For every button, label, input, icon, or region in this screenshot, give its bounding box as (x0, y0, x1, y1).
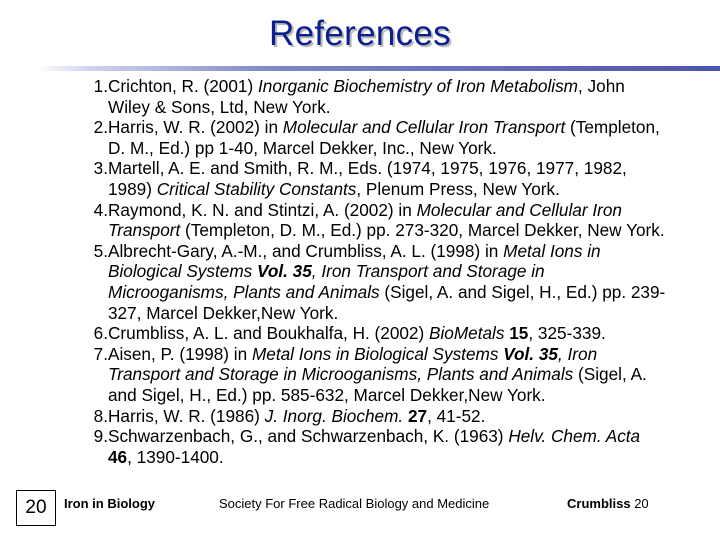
reference-segment: J. Inorg. Biochem. (264, 405, 404, 426)
reference-number-text: 2. (93, 117, 108, 138)
reference-segment: (Templeton, D. M., Ed.) pp. 273-320, Marcel Dekker, New York. (180, 220, 665, 241)
reference-number-text: 9. (93, 426, 108, 447)
reference-segment: , John Wiley & Sons, Ltd, New York. (108, 76, 625, 117)
reference-item (56, 158, 676, 199)
reference-text (108, 76, 666, 117)
footer-page-number: 20 (634, 496, 649, 511)
reference-list (56, 76, 676, 467)
reference-segment: (Templeton, D. M., Ed.) pp 1-40, Marcel Dekker, Inc., New York. (108, 117, 660, 158)
reference-number-text: 1. (93, 76, 108, 96)
reference-text (108, 241, 666, 323)
reference-number-text: 8. (93, 405, 108, 426)
reference-segment: Molecular and Cellular Iron Transport (282, 117, 566, 138)
reference-text (108, 406, 666, 427)
reference-segment: Critical Stability Constants (156, 178, 357, 199)
reference-segment: BioMetals (429, 323, 505, 344)
footer-author-page (567, 496, 649, 511)
reference-segment: Raymond, K. N. and Stintzi, A. (2002) in (108, 199, 417, 220)
reference-segment: , Plenum Press, New York. (356, 178, 560, 199)
reference-item (56, 344, 676, 406)
reference-number-text: 3. (93, 158, 108, 179)
reference-number (56, 158, 108, 199)
reference-segment: Metal Ions in Biological Systems (251, 343, 504, 364)
reference-text (108, 200, 666, 241)
reference-number (56, 76, 108, 117)
reference-text (108, 426, 666, 467)
reference-number (56, 344, 108, 406)
reference-number-text: 7. (93, 343, 108, 364)
slide-number-box: 20 (16, 490, 56, 526)
reference-segment: Crumbliss, A. L. and Boukhalfa, H. (2002) (108, 323, 429, 344)
reference-segment: Vol. 35 (257, 261, 312, 282)
reference-segment: Aisen, P. (1998) in (108, 343, 252, 364)
reference-segment: 15 (509, 323, 529, 344)
reference-segment: Albrecht-Gary, A.-M., and Crumbliss, A. L. (1998) in (108, 240, 504, 261)
reference-item (56, 200, 676, 241)
reference-text (108, 117, 666, 158)
reference-segment: , 1390-1400. (127, 446, 224, 467)
reference-segment: , Iron Transport and Storage in Microoganisms, Plants and Animals (108, 261, 545, 302)
title-divider (36, 66, 720, 71)
reference-segment: Inorganic Biochemistry of Iron Metabolism (257, 76, 578, 96)
reference-segment: Helv. Chem. Acta (508, 426, 641, 447)
reference-segment: Vol. 35 (503, 343, 558, 364)
reference-item (56, 117, 676, 158)
reference-number (56, 241, 108, 323)
page-title: References (269, 14, 451, 53)
reference-segment: Molecular and Cellular Iron Transport (108, 199, 622, 241)
reference-segment: Harris, W. R. (1986) (108, 405, 265, 426)
reference-number-text: 5. (93, 240, 108, 261)
reference-item (56, 241, 676, 323)
reference-text (108, 323, 666, 344)
reference-segment: (Sigel, A. and Sigel, H., Ed.) pp. 585-632, Marcel Dekker,New York. (108, 364, 647, 405)
reference-segment: , 325-339. (528, 323, 606, 344)
reference-item (56, 76, 676, 117)
reference-item (56, 406, 676, 427)
reference-number (56, 323, 108, 344)
reference-segment: , 41-52. (427, 405, 486, 426)
reference-segment: Harris, W. R. (2002) in (108, 117, 283, 138)
footer-author: Crumbliss (567, 496, 631, 511)
footer-course-title: Iron in Biology (64, 496, 155, 511)
footer-society: Society For Free Radical Biology and Medicine (219, 496, 490, 511)
reference-number-text: 4. (93, 199, 108, 220)
reference-text (108, 344, 666, 406)
reference-number (56, 200, 108, 241)
reference-segment: , Iron Transport and Storage in Microoganisms, Plants and Animals (108, 343, 598, 385)
reference-number-text: 6. (93, 323, 108, 344)
reference-segment: Schwarzenbach, G., and Schwarzenbach, K. (1963) (108, 426, 509, 447)
reference-number (56, 117, 108, 158)
reference-number (56, 406, 108, 427)
reference-item (56, 323, 676, 344)
reference-segment: 27 (407, 405, 428, 426)
reference-item (56, 426, 676, 467)
reference-segment: Martell, A. E. and Smith, R. M., Eds. (1974, 1975, 1976, 1977, 1982, 1989) (108, 158, 627, 199)
reference-text (108, 158, 666, 199)
reference-number (56, 426, 108, 467)
reference-segment: (Sigel, A. and Sigel, H., Ed.) pp. 239-327, Marcel Dekker,New York. (108, 281, 666, 323)
reference-segment: Crichton, R. (2001) (108, 76, 258, 96)
reference-segment: 46 (108, 446, 128, 467)
reference-segment: Metal Ions in Biological Systems (108, 240, 601, 282)
